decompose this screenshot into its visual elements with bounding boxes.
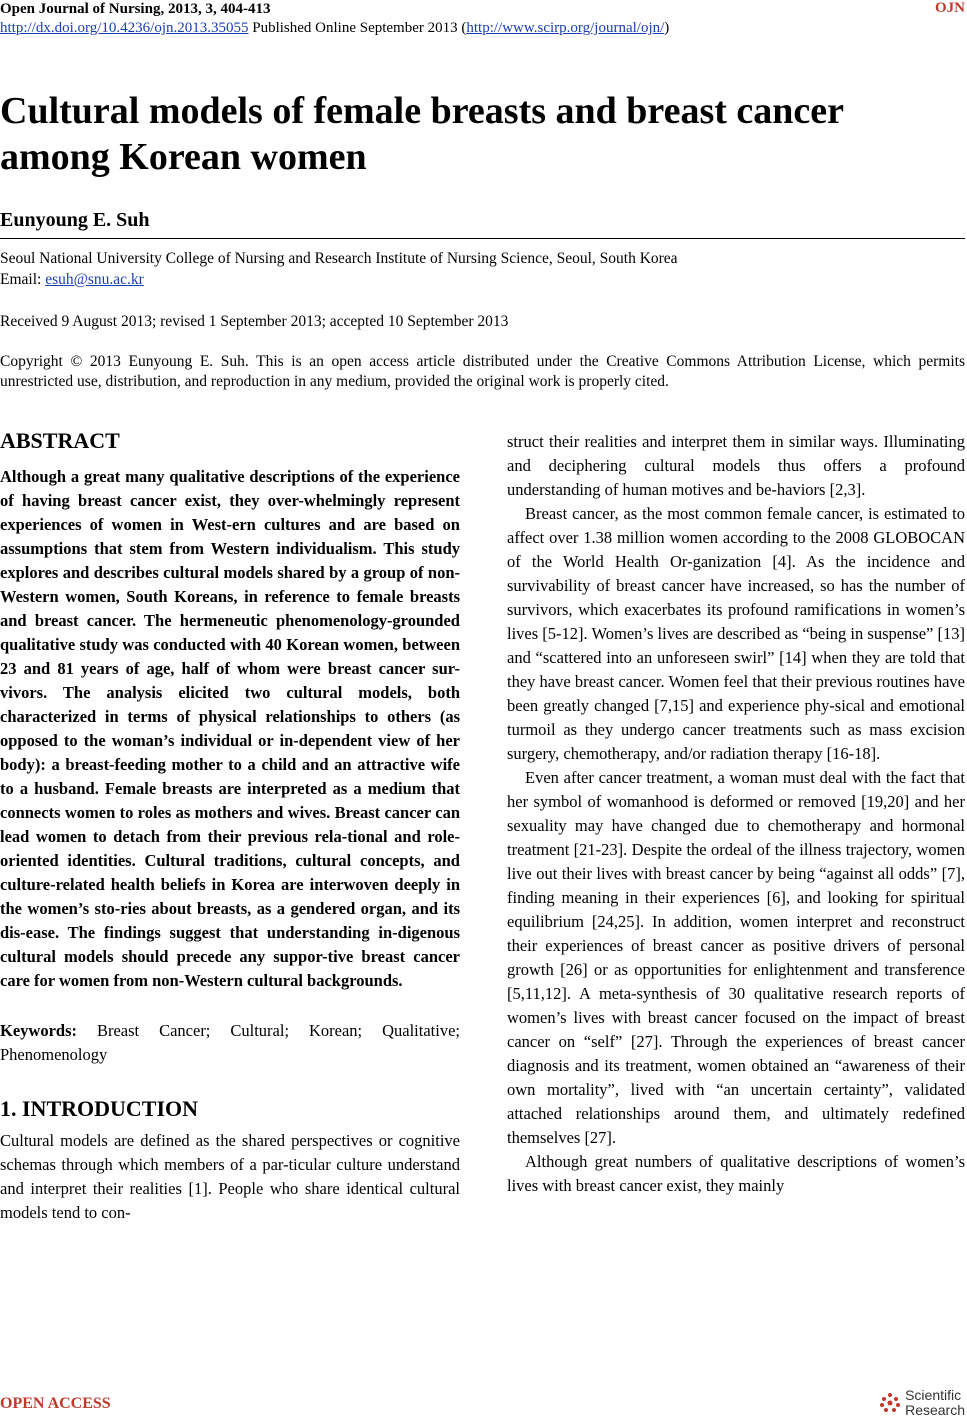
abstract-heading: ABSTRACT (0, 428, 120, 453)
copyright-notice: Copyright © 2013 Eunyoung E. Suh. This is an open access article distributed under the Creative Commons Attribution License, which permits unrestricted use, distribution, and reproduction in any medium, provided the original work is properly cited. (0, 353, 965, 390)
doi-line (0, 19, 669, 38)
logo-line-2: Research (905, 1402, 965, 1418)
logo-text (905, 1388, 965, 1418)
journal-citation: Open Journal of Nursing, 2013, 3, 404-413 (0, 1, 271, 17)
right-column (507, 430, 965, 1198)
doi-link[interactable]: http://dx.doi.org/10.4236/ojn.2013.35055 (0, 20, 249, 36)
left-column (0, 427, 460, 1225)
intro-paragraph-3: Even after cancer treatment, a woman must deal with the fact that her symbol of womanhood is deformed or removed [19,20] and her sexuality may have changed due to chemotherapy and hormonal treatment [21-23]. Despite the ordeal of the illness trajectory, women live out their lives with breast cancer by being “against all odds” [7], finding meaning in their experiences [6], and looking for spiritual equilibrium [24,25]. In addition, women interpret and reconstruct their experiences of breast cancer as positive drivers of personal growth [26] or as opportunities for enlightenment and transference [5,11,12]. A meta-synthesis of 30 qualitative research reports of women’s lives with breast cancer focused on the impact of breast cancer on “self” [27]. Through the experiences of breast cancer diagnosis and its treatment, women obtained an “awareness of their own mortality”, lived with “an uncertain certainty”, validated attached relationships around them, and ultimately redefined themselves [27]. (507, 768, 965, 1147)
intro-paragraph-1: Cultural models are defined as the shared perspectives or cognitive schemas through which members of a par-ticular culture understand and interpret their realities [1]. People who share identical cultural models tend to con- (0, 1131, 460, 1222)
journal-abbrev: OJN (935, 0, 965, 16)
running-header (0, 0, 669, 38)
author-name: Eunyoung E. Suh (0, 209, 150, 231)
close-paren: ) (664, 20, 670, 36)
affiliation: Seoul National University College of Nursing and Research Institute of Nursing Science, Seoul, South Korea (0, 250, 678, 267)
keywords (0, 1019, 460, 1067)
title-rule (0, 238, 965, 239)
received-dates: Received 9 August 2013; revised 1 September 2013; accepted 10 September 2013 (0, 313, 509, 330)
publisher-logo (879, 1388, 965, 1418)
keywords-list: Breast Cancer; Cultural; Korean; Qualitative; Phenomenology (0, 1021, 460, 1064)
published-text: Published Online September 2013 ( (248, 20, 467, 36)
intro-paragraph-4: Although great numbers of qualitative descriptions of women’s lives with breast cancer exist, they mainly (507, 1152, 965, 1195)
abstract-text: Although a great many qualitative descriptions of the experience of having breast cancer exist, they over-whelmingly represent experiences of women in West-ern cultures and are based on assumptions that stem from Western individualism. This study explores and describes cultural models shared by a group of non-Western women, South Koreans, in reference to female breasts and breast cancer. The hermeneutic phenomenology-grounded qualitative study was conducted with 40 Korean women, between 23 and 81 years of age, half of whom were breast cancer sur-vivors. The analysis elicited two cultural models, both characterized in terms of physical relationships to others (as opposed to the woman’s individual or in-dependent view of her body): a breast-feeding mother to a child and an attractive wife to a husband. Female breasts are interpreted as a medium that connects women to roles as mothers and wives. Breast cancer can lead women to detach from their previous rela-tional and role-oriented identities. Cultural traditions, cultural concepts, and culture-related health beliefs in Korea are interwoven deeply in the women’s sto-ries about breasts, as a gendered organ, and its dis-ease. The findings suggest that understanding in-digenous cultural models should precede any suppor-tive breast cancer care for women from non-Western cultural backgrounds. (0, 467, 460, 990)
introduction-heading: 1. INTRODUCTION (0, 1096, 199, 1121)
email-line (0, 270, 965, 290)
title-line-2: among Korean women (0, 136, 367, 178)
journal-url-link[interactable]: http://www.scirp.org/journal/ojn/ (466, 20, 665, 36)
open-access-label: OPEN ACCESS (0, 1395, 111, 1412)
logo-line-1: Scientific (905, 1387, 962, 1403)
keywords-label: Keywords: (0, 1021, 97, 1040)
intro-paragraph-2: Breast cancer, as the most common female cancer, is estimated to affect over 1.38 million women according to the 2008 GLOBOCAN of the World Health Or-ganization [4]. As the incidence and survivability of breast cancer have increased, so has the number of survivors, which exacerbates its profound ramifications in women’s lives [5-12]. Women’s lives are described as “being in suspense” [13] and “scattered into an unforeseen swirl” [14] when they are told that they have breast cancer. Women feel that their previous routines have been greatly changed [7,15] and experience phy-sical and emotional turmoil as they undergo cancer treatments such as mass excision surgery, chemotherapy, and/or radiation therapy [16-18]. (507, 504, 965, 763)
article-title (0, 88, 960, 180)
scientific-research-logo-icon (879, 1392, 901, 1414)
email-link[interactable]: esuh@snu.ac.kr (45, 271, 144, 288)
email-label: Email: (0, 271, 46, 288)
title-line-1: Cultural models of female breasts and breast cancer (0, 90, 844, 132)
intro-paragraph-1-continued: struct their realities and interpret them in similar ways. Illuminating and deciphering cultural models thus offers a profound understanding of human motives and be-haviors [2,3]. (507, 432, 965, 499)
